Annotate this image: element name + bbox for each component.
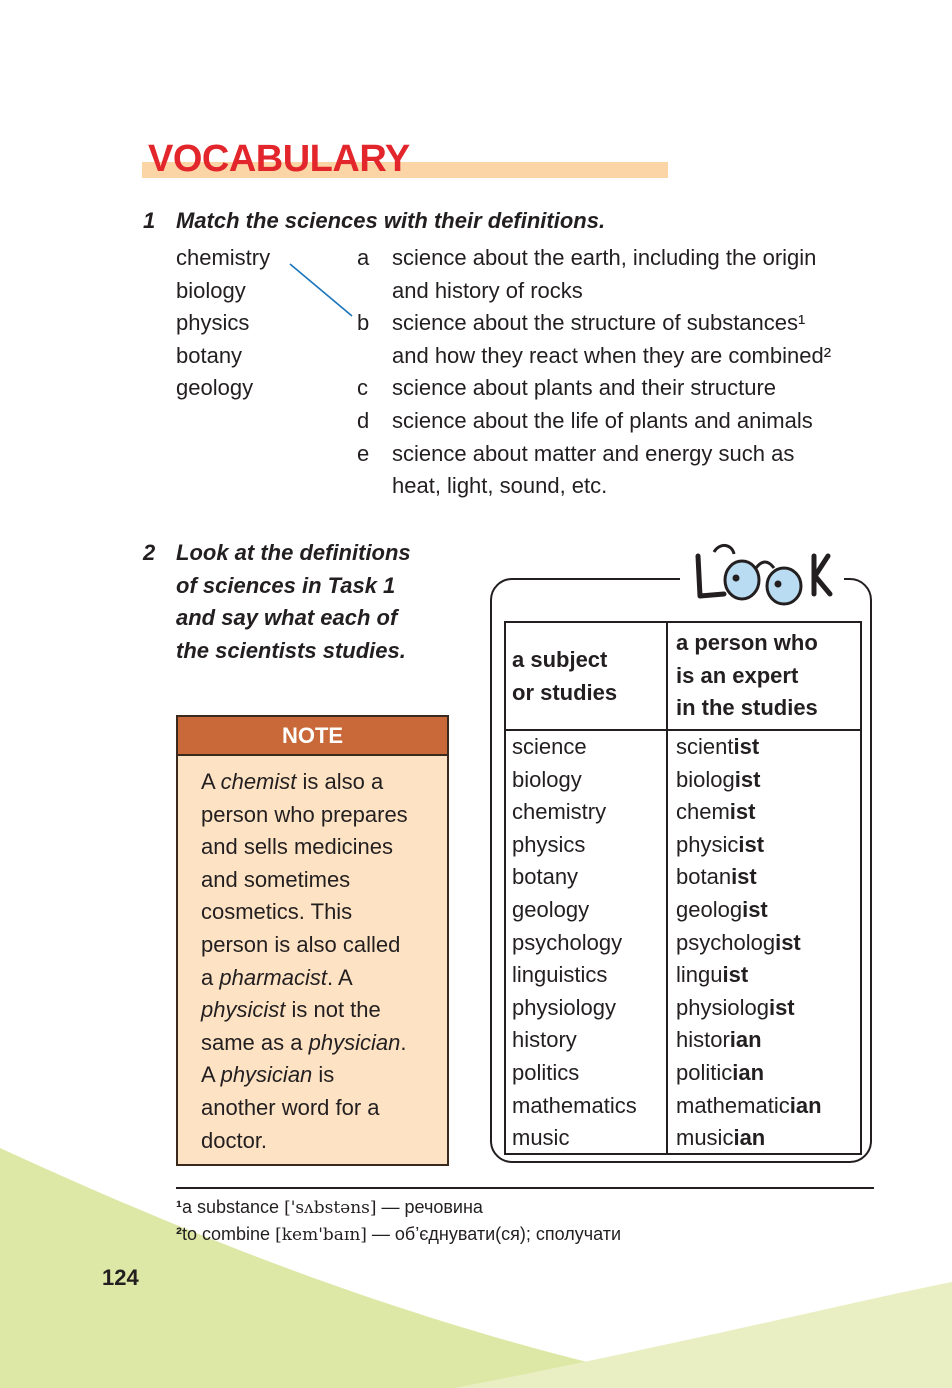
footnote <box>176 1194 621 1221</box>
note-term: pharmacist <box>219 964 327 990</box>
footnote-ipa: ['sʌbstəns] <box>284 1198 377 1218</box>
note-line <box>201 1027 441 1060</box>
subject-item: chemistry <box>512 799 607 825</box>
expert-stem: mathematic <box>676 1092 790 1118</box>
subject-item: music <box>512 1125 570 1151</box>
expert-stem: scient <box>676 734 734 759</box>
col2-header-line: is an expert <box>676 662 799 688</box>
subject-item: physics <box>512 831 586 857</box>
subject-item: politics <box>512 1059 580 1085</box>
note-segment: person is also called <box>201 931 401 957</box>
expert-suffix: ist <box>734 766 761 792</box>
task2-line: and say what each of <box>176 605 398 631</box>
look-table-divider <box>666 621 668 1155</box>
expert-stem: histor <box>676 1027 730 1053</box>
expert-suffix: ist <box>738 831 765 857</box>
note-segment: is <box>312 1062 335 1088</box>
subject-item: physiology <box>512 994 616 1020</box>
definition-line: science about matter and energy such as <box>392 440 795 466</box>
note-text <box>201 766 441 1157</box>
expert-suffix: ian <box>732 1059 765 1085</box>
science-item: physics <box>176 310 250 336</box>
definition-line: science about the structure of substances¹ <box>392 310 806 336</box>
definition-line: science about the earth, including the origin <box>392 245 817 270</box>
definition-line: heat, light, sound, etc. <box>392 473 608 499</box>
footnote <box>176 1221 621 1248</box>
task1-instruction: Match the sciences with their definitions. <box>176 208 606 233</box>
expert-item <box>676 861 822 894</box>
expert-suffix: ist <box>768 994 795 1020</box>
note-line <box>201 799 441 832</box>
definition-letter <box>357 470 369 503</box>
expert-item <box>676 829 822 862</box>
note-segment: A <box>201 769 221 794</box>
expert-stem: music <box>676 1125 734 1151</box>
footnote-translation: — об’єднувати(ся); сполучати <box>371 1224 622 1244</box>
expert-suffix: ian <box>789 1092 822 1118</box>
note-segment: a <box>201 964 220 990</box>
science-item: biology <box>176 277 246 303</box>
definition-line: and history of rocks <box>392 277 583 303</box>
footnotes <box>176 1194 621 1248</box>
footnote-marker: ² <box>176 1224 182 1244</box>
expert-stem: geolog <box>676 896 743 922</box>
subject-item: history <box>512 1027 577 1053</box>
subject-item: science <box>512 734 587 759</box>
note-segment: and sells medicines <box>201 834 393 860</box>
science-item: chemistry <box>176 245 271 270</box>
note-segment: cosmetics. This <box>201 899 353 925</box>
note-heading: NOTE <box>176 715 449 756</box>
expert-suffix: ist <box>731 864 757 890</box>
note-segment: doctor. <box>201 1127 268 1153</box>
note-line <box>201 1125 441 1158</box>
expert-stem: biolog <box>676 766 735 792</box>
task2-line: of sciences in Task 1 <box>176 572 396 598</box>
task2-instruction <box>176 537 411 667</box>
definition-line: science about plants and their structure <box>392 375 777 401</box>
note-segment: another word for a <box>201 1094 380 1120</box>
expert-suffix: ist <box>729 799 756 825</box>
look-col1-header <box>512 644 617 709</box>
task2-number: 2 <box>143 540 156 565</box>
look-col2-header <box>676 627 818 725</box>
look-subject-list <box>512 731 637 1155</box>
science-item: geology <box>176 375 254 401</box>
footnote-word: a substance <box>182 1197 280 1217</box>
definition-letter: d <box>357 407 370 433</box>
note-line <box>201 929 441 962</box>
note-line <box>201 864 441 897</box>
subject-item: geology <box>512 896 590 922</box>
expert-stem: botan <box>676 864 732 890</box>
section-title: VOCABULARY <box>148 138 410 180</box>
expert-item <box>676 764 822 797</box>
expert-stem: physic <box>676 831 739 857</box>
expert-stem: lingu <box>676 962 723 988</box>
footnote-translation: — речовина <box>381 1197 483 1217</box>
subject-item: botany <box>512 864 579 890</box>
expert-suffix: ist <box>742 896 768 922</box>
footnote-word: to combine <box>182 1224 271 1244</box>
expert-suffix: ian <box>729 1027 762 1053</box>
footnote-marker: ¹ <box>176 1197 182 1217</box>
note-term: physician <box>220 1062 313 1088</box>
note-line <box>201 831 441 864</box>
note-segment: A <box>201 1062 221 1088</box>
definition-letter: e <box>357 440 370 466</box>
expert-item <box>676 796 822 829</box>
expert-stem: psycholog <box>676 929 776 955</box>
note-term: physicist <box>201 997 286 1023</box>
expert-item <box>676 992 822 1025</box>
expert-stem: chem <box>676 799 730 825</box>
subject-item: mathematics <box>512 1092 637 1118</box>
col1-header-line: a subject <box>512 647 608 672</box>
subject-item: psychology <box>512 929 623 955</box>
look-expert-list <box>676 731 822 1155</box>
expert-item <box>676 959 822 992</box>
note-line <box>201 962 441 995</box>
note-line <box>201 1092 441 1125</box>
expert-item <box>676 1090 822 1123</box>
expert-suffix: ian <box>733 1125 766 1151</box>
col1-header-line: or studies <box>512 679 618 705</box>
expert-item <box>676 731 822 764</box>
task2-line: Look at the definitions <box>176 540 411 565</box>
expert-item <box>676 1024 822 1057</box>
science-item: botany <box>176 342 243 368</box>
col2-header-line: a person who <box>676 630 818 655</box>
note-line <box>201 896 441 929</box>
note-term: physician <box>308 1029 401 1055</box>
note-segment: . A <box>326 964 353 990</box>
expert-stem: physiolog <box>676 994 769 1020</box>
expert-suffix: ist <box>775 929 801 955</box>
subject-item: linguistics <box>512 962 608 988</box>
note-segment: same as a <box>201 1029 309 1055</box>
note-line <box>201 766 441 799</box>
note-term: chemist <box>220 769 297 794</box>
definition-line: science about the life of plants and animals <box>392 407 813 433</box>
footnote-ipa: [kem'baɪn] <box>275 1225 367 1245</box>
look-logo-icon <box>686 538 836 610</box>
note-segment: and sometimes <box>201 866 351 892</box>
note-line <box>201 1059 441 1092</box>
note-segment: . <box>400 1029 407 1055</box>
note-segment: is not the <box>285 997 381 1023</box>
definition-letter: a <box>357 245 370 270</box>
expert-stem: politic <box>676 1059 733 1085</box>
note-line <box>201 994 441 1027</box>
expert-item <box>676 894 822 927</box>
expert-item <box>676 1057 822 1090</box>
task1-number: 1 <box>143 208 156 233</box>
example-match-line <box>0 0 952 400</box>
expert-item <box>676 927 822 960</box>
page-number: 124 <box>102 1265 139 1290</box>
definition-letter: b <box>357 310 370 336</box>
definition-line: and how they react when they are combined² <box>392 342 832 368</box>
definition-letter: c <box>357 375 368 401</box>
footnote-divider <box>176 1187 874 1189</box>
task2-line: the scientists studies. <box>176 637 406 663</box>
expert-item <box>676 1122 822 1155</box>
col2-header-line: in the studies <box>676 695 818 721</box>
expert-suffix: ist <box>722 962 749 988</box>
subject-item: biology <box>512 766 582 792</box>
note-segment: person who prepares <box>201 801 408 827</box>
note-segment: is also a <box>296 769 384 794</box>
expert-suffix: ist <box>733 734 760 759</box>
